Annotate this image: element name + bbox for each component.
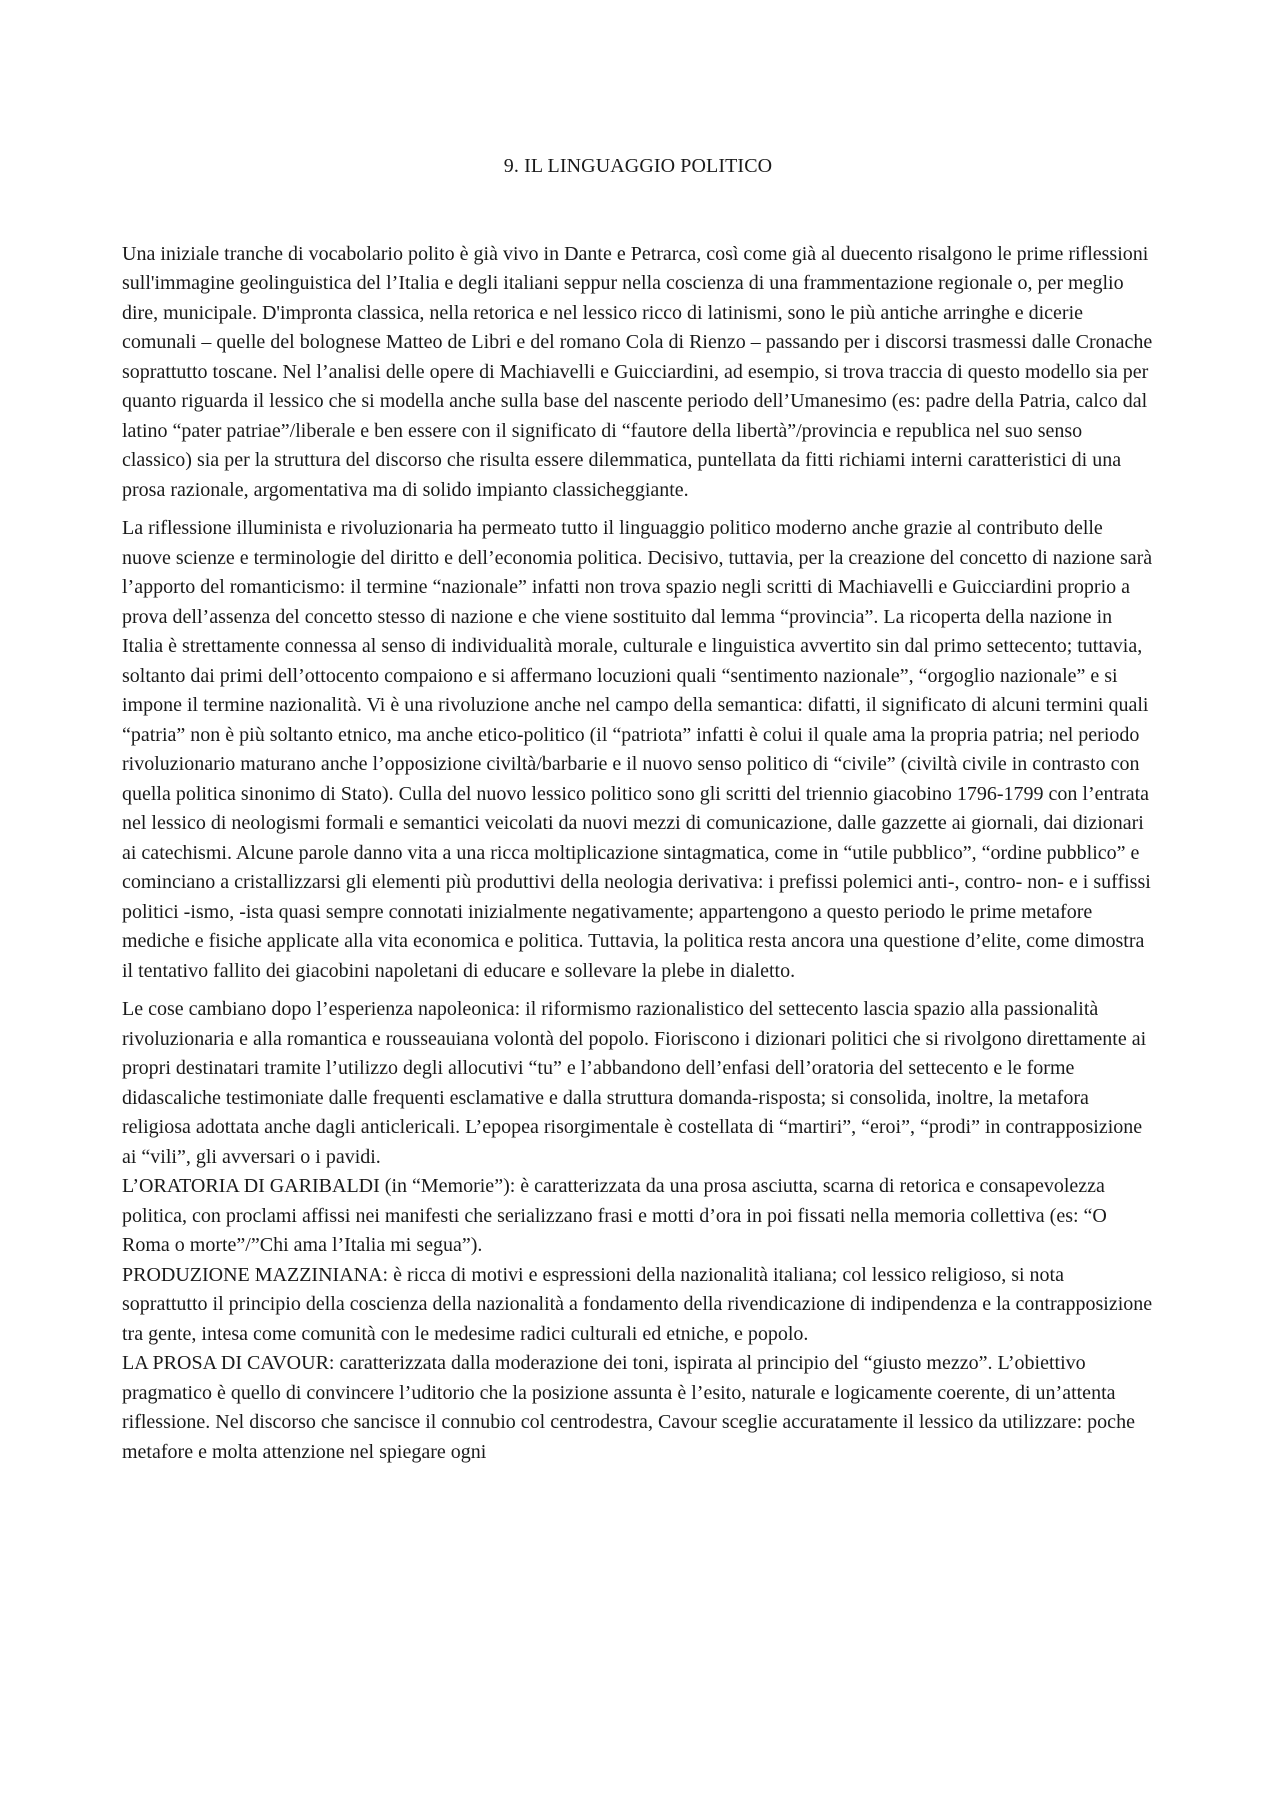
page-title: 9. IL LINGUAGGIO POLITICO [503,155,773,177]
paragraph-cavour: LA PROSA DI CAVOUR: caratterizzata dalla moderazione dei toni, ispirata al principio del “giusto mezzo”. L’obiettivo pragmatico è quello di convincere l’uditorio che la posizione assunta è l’esito, naturale e logicamente coerente, di un’attenta riflessione. Nel discorso che sancisce il connubio col centrodestra, Cavour sceglie accuratamente il lessico da utilizzare: poche metafore e molta attenzione nel spiegare ogni [122,1352,1135,1463]
paragraph-napoleonic: Le cose cambiano dopo l’esperienza napoleonica: il riformismo razionalistico del settecento lascia spazio alla passionalità rivoluzionaria e alla romantica e rousseauiana volontà del popolo. Fioriscono i dizionari politici che si rivolgono direttamente ai propri destinatari tramite l’utilizzo degli allocutivi “tu” e l’abbandono dell’enfasi dell’oratoria del settecento e le forme didascaliche testimoniate dalle frequenti esclamative e dalla struttura domanda-risposta; si consolida, inoltre, la metafora religiosa adottata anche dagli anticlericali. L’epopea risorgimentale è costellata di “martiri”, “eroi”, “prodi” in contrapposizione ai “vili”, gli avversari o i pavidi. [122,998,1147,1168]
paragraph-mazzini: PRODUZIONE MAZZINIANA: è ricca di motivi e espressioni della nazionalità italiana; col lessico religioso, si nota soprattutto il principio della coscienza della nazionalità a fondamento della rivendicazione di indipendenza e la contrapposizione tra gente, intesa come comunità con le medesime radici culturali ed etniche, e popolo. [122,1263,1153,1345]
paragraph-origins: Una iniziale tranche di vocabolario polito è già vivo in Dante e Petrarca, così come già al duecento risalgono le prime riflessioni sull'immagine geolinguistica del l’Italia e degli italiani seppur nella coscienza di una frammentazione regionale o, per meglio dire, municipale. D'impronta classica, nella retorica e nel lessico ricco di latinismi, sono le più antiche arringhe e dicerie comunali – quelle del bolognese Matteo de Libri e del romano Cola di Rienzo – passando per i discorsi trasmessi dalle Cronache soprattutto toscane. Nel l’analisi delle opere di Machiavelli e Guicciardini, ad esempio, si trova traccia di questo modello sia per quanto riguarda il lessico che si modella anche sulla base del nascente periodo dell’Umanesimo (es: padre della Patria, calco dal latino “pater patriae”/liberale e ben essere con il significato di “fautore della libertà”/provincia e republica nel suo senso classico) sia per la struttura del discorso che risulta essere dilemmatica, puntellata da fitti richiami interni caratteristici di una prosa razionale, argomentativa ma di solido impianto classicheggiante. [122,242,1153,501]
paragraph-enlightenment: La riflessione illuminista e rivoluzionaria ha permeato tutto il linguaggio politico moderno anche grazie al contributo delle nuove scienze e terminologie del diritto e dell’economia politica. Decisivo, tuttavia, per la creazione del concetto di nazione sarà l’apporto del romanticismo: il termine “nazionale” infatti non trova spazio negli scritti di Machiavelli e Guicciardini proprio a prova dell’assenza del concetto stesso di nazione e che viene sostituito dal lemma “provincia”. La ricoperta della nazione in Italia è strettamente connessa al senso di individualità morale, culturale e linguistica avvertito sin dal primo settecento; tuttavia, soltanto dai primi dell’ottocento compaiono e si affermano locuzioni quali “sentimento nazionale”, “orgoglio nazionale” e si impone il termine nazionalità. Vi è una rivoluzione anche nel campo della semantica: difatti, il significato di alcuni termini quali “patria” non è più soltanto etnico, ma anche etico-politico (il “patriota” infatti è colui il quale ama la propria patria; nel periodo rivoluzionario maturano anche l’opposizione civiltà/barbarie e il nuovo senso politico di “civile” (civiltà civile in contrasto con quella politica sinonimo di Stato). Culla del nuovo lessico politico sono gli scritti del triennio giacobino 1796-1799 con l’entrata nel lessico di neologismi formali e semantici veicolati da nuovi mezzi di comunicazione, dalle gazzette ai giornali, dai dizionari ai catechismi. Alcune parole danno vita a una ricca moltiplicazione sintagmatica, come in “utile pubblico”, “ordine pubblico” e cominciano a cristallizzarsi gli elementi più produttivi della neologia derivativa: i prefissi polemici anti-, contro- non- e i suffissi politici -ismo, -ista quasi sempre connotati inizialmente negativamente; appartengono a questo periodo le prime metafore mediche e fisiche applicate alla vita economica e politica. Tuttavia, la politica resta ancora una questione d’elite, come dimostra il tentativo fallito dei giacobini napoletani di educare e sollevare la plebe in dialetto. [122,517,1153,982]
paragraph-garibaldi: L’ORATORIA DI GARIBALDI (in “Memorie”): è caratterizzata da una prosa asciutta, scarna di retorica e consapevolezza politica, con proclami affissi nei manifesti che serializzano frasi e motti d’ora in poi fissati nella memoria collettiva (es: “O Roma o morte”/”Chi ama l’Italia mi segua”). [122,1175,1107,1256]
